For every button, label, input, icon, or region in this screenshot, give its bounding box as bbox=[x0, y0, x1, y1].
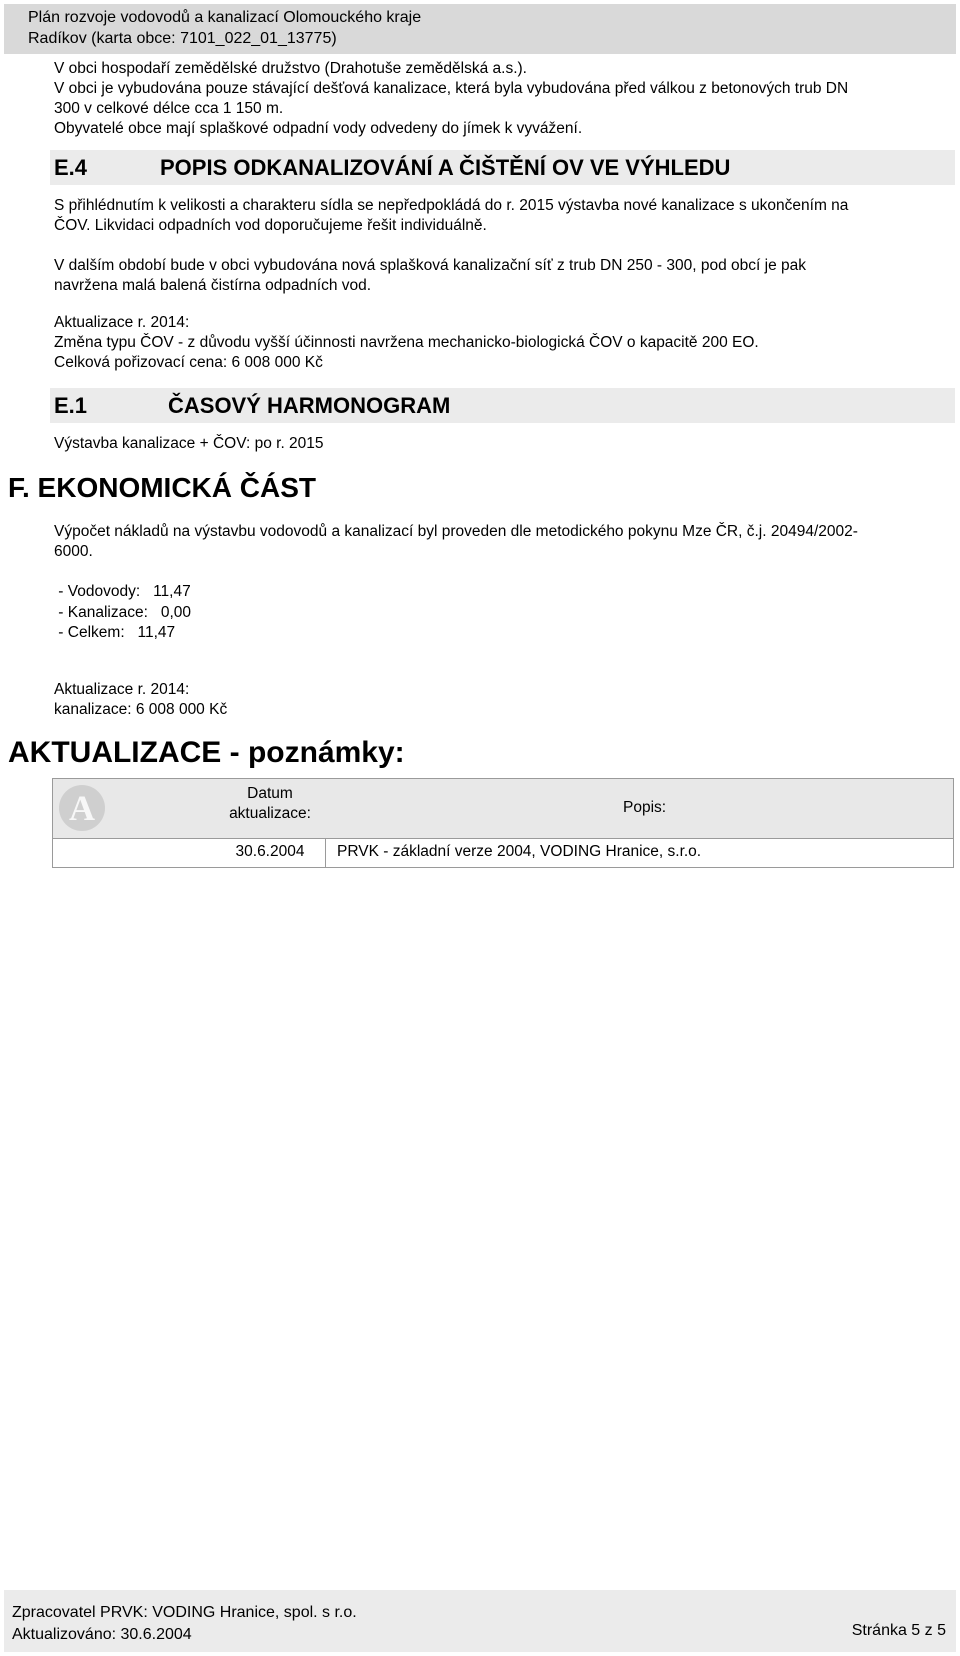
f-update bbox=[54, 680, 227, 720]
e1-text: Výstavba kanalizace + ČOV: po r. 2015 bbox=[54, 435, 324, 452]
section-e4-heading bbox=[50, 150, 955, 185]
updates-table bbox=[52, 778, 954, 868]
footer-processor: Zpracovatel PRVK: VODING Hranice, spol. s r.o. bbox=[12, 1604, 357, 1621]
intro-line: 300 v celkové délce cca 1 150 m. bbox=[54, 100, 284, 117]
text-line: S přihlédnutím k velikosti a charakteru sídla se nepředpokládá do r. 2015 výstavba nové kanalizace s ukončením na bbox=[54, 197, 849, 214]
list-item: - Celkem: 11,47 bbox=[54, 624, 176, 641]
section-title: POPIS ODKANALIZOVÁNÍ A ČIŠTĚNÍ OV VE VÝHLEDU bbox=[160, 155, 731, 180]
updates-heading: AKTUALIZACE - poznámky: bbox=[8, 736, 405, 769]
table-divider bbox=[53, 838, 953, 839]
intro-line: V obci je vybudována pouze stávající dešťová kanalizace, která byla vybudována před válkou z betonových trub DN bbox=[54, 80, 849, 97]
column-header-desc: Popis: bbox=[623, 799, 667, 816]
header-line: aktualizace: bbox=[229, 805, 311, 822]
table-divider bbox=[325, 838, 326, 868]
text-line: Celková pořizovací cena: 6 008 000 Kč bbox=[54, 354, 323, 371]
text-line: navržena malá balená čistírna odpadních vod. bbox=[54, 277, 372, 294]
page-header bbox=[4, 4, 956, 54]
table-cell-date: 30.6.2004 bbox=[235, 843, 305, 860]
text-line: Změna typu ČOV - z důvodu vyšší účinnosti navržena mechanicko-biologická ČOV o kapacitě 200 EO. bbox=[54, 334, 759, 351]
text-line: Aktualizace r. 2014: bbox=[54, 314, 190, 331]
e4-update bbox=[54, 313, 759, 373]
section-title: ČASOVÝ HARMONOGRAM bbox=[168, 393, 451, 418]
section-number: E.4 bbox=[54, 155, 88, 180]
cost-list bbox=[54, 582, 191, 644]
logo-a-icon: A bbox=[59, 785, 105, 831]
intro-line: V obci hospodaří zemědělské družstvo (Drahotuše zemědělská a.s.). bbox=[54, 60, 527, 77]
intro-text bbox=[54, 59, 944, 139]
text-line: Výpočet nákladů na výstavbu vodovodů a kanalizací byl proveden dle metodického pokynu Mze ČR, č.j. 20494/2002- bbox=[54, 523, 858, 540]
f-paragraph bbox=[54, 522, 858, 562]
text-line: 6000. bbox=[54, 543, 93, 560]
e4-paragraph-1 bbox=[54, 196, 848, 236]
text-line: ČOV. Likvidaci odpadních vod doporučujeme řešit individuálně. bbox=[54, 217, 487, 234]
header-subtitle: Radíkov (karta obce: 7101_022_01_13775) bbox=[28, 30, 337, 47]
table-cell-desc: PRVK - základní verze 2004, VODING Hranice, s.r.o. bbox=[337, 843, 702, 860]
list-item: - Vodovody: 11,47 bbox=[54, 583, 191, 600]
intro-line: Obyvatelé obce mají splaškové odpadní vody odvedeny do jímek k vyvážení. bbox=[54, 120, 583, 137]
footer-info bbox=[12, 1602, 357, 1646]
section-number: E.1 bbox=[54, 393, 88, 418]
section-e1-heading bbox=[50, 388, 955, 423]
text-line: V dalším období bude v obci vybudována nová splašková kanalizační síť z trub DN 250 - 300, pod obcí je pak bbox=[54, 257, 806, 274]
header-line: Datum bbox=[247, 785, 293, 802]
table-header-row bbox=[53, 779, 953, 838]
footer-updated: Aktualizováno: 30.6.2004 bbox=[12, 1626, 192, 1643]
text-line: Aktualizace r. 2014: bbox=[54, 681, 190, 698]
page-footer bbox=[4, 1590, 956, 1652]
text-line: kanalizace: 6 008 000 Kč bbox=[54, 701, 228, 718]
e4-paragraph-2 bbox=[54, 256, 806, 296]
page-number: Stránka 5 z 5 bbox=[851, 1622, 946, 1639]
header-title: Plán rozvoje vodovodů a kanalizací Olomouckého kraje bbox=[28, 9, 422, 26]
list-item: - Kanalizace: 0,00 bbox=[54, 603, 191, 621]
section-f-heading: F. EKONOMICKÁ ČÁST bbox=[8, 472, 316, 503]
column-header-date bbox=[215, 784, 325, 824]
